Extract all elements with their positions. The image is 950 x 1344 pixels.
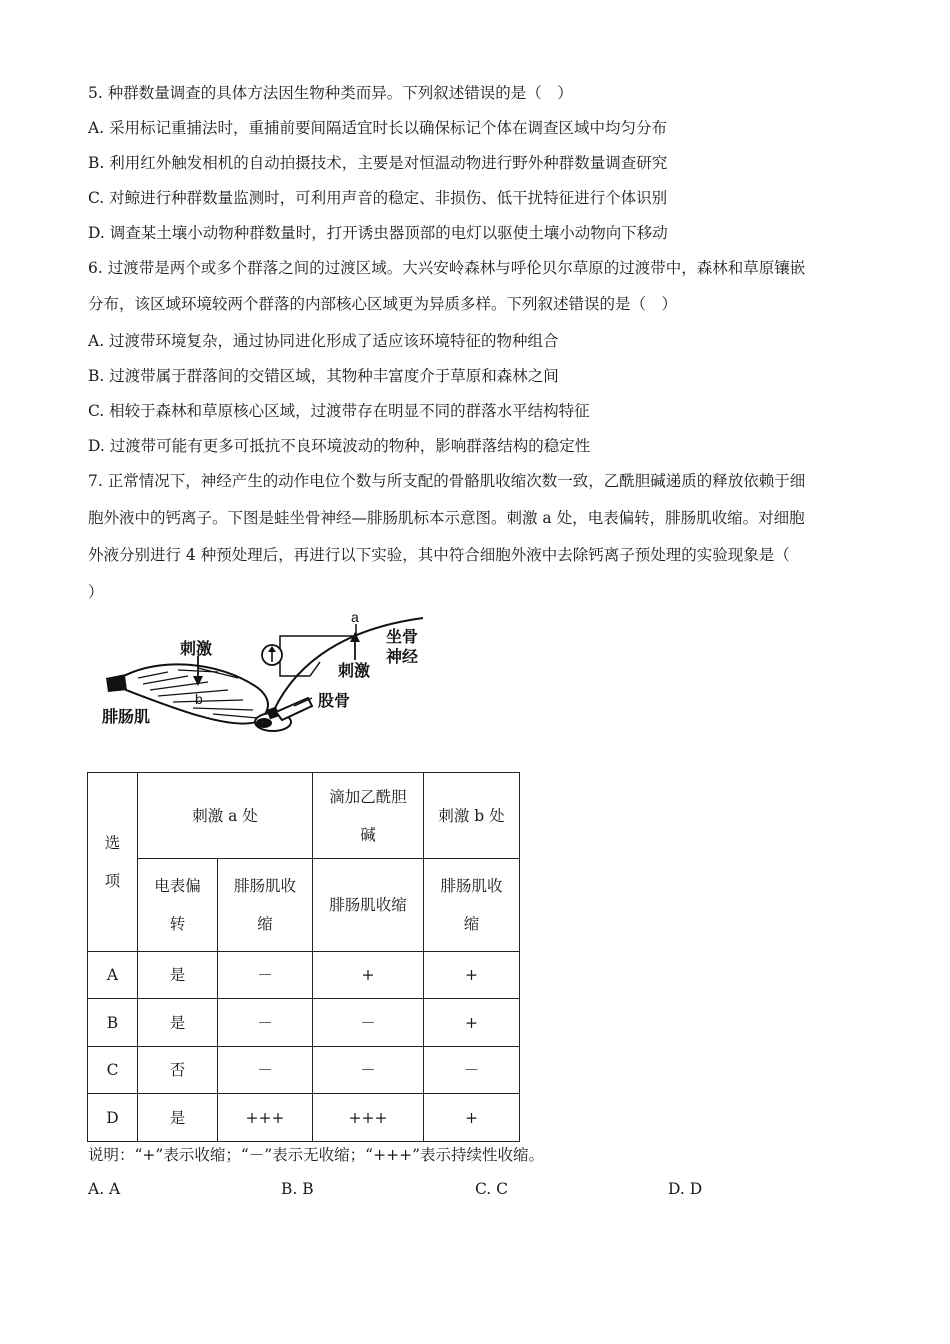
row-ach: － — [313, 999, 424, 1047]
label-stim-right: 刺激 — [338, 663, 371, 680]
q6-option-a: A. 过渡带环境复杂，通过协同进化形成了适应该环境特征的物种组合 — [88, 332, 559, 350]
row-meter: 是 — [138, 999, 218, 1047]
q5-option-a: A. 采用标记重捕法时，重捕前要间隔适宜时长以确保标记个体在调查区域中均匀分布 — [88, 119, 668, 137]
row-option: B — [88, 999, 138, 1047]
q6-stem-line-2: 分布，该区域环境较两个群落的内部核心区域更为异质多样。下列叙述错误的是（ ） — [88, 295, 678, 313]
answer-d[interactable]: D. D — [668, 1180, 703, 1198]
label-femur: 股骨 — [318, 693, 351, 710]
nerve-muscle-diagram — [98, 610, 438, 750]
q5-option-d: D. 调查某土壤小动物种群数量时，打开诱虫器顶部的电灯以驱使土壤小动物向下移动 — [88, 224, 668, 242]
q6-option-b: B. 过渡带属于群落间的交错区域，其物种丰富度介于草原和森林之间 — [88, 367, 559, 385]
row-muscle-a: － — [218, 952, 313, 999]
header-muscle-a: 腓肠肌收 缩 — [218, 859, 313, 952]
answer-a[interactable]: A. A — [88, 1180, 121, 1198]
q7-stem-line-2: 胞外液中的钙离子。下图是蛙坐骨神经—腓肠肌标本示意图。刺激 a 处，电表偏转，腓肠肌收缩。对细胞 — [88, 509, 805, 527]
row-meter: 否 — [138, 1047, 218, 1094]
q7-stem-line-4: ） — [88, 583, 104, 601]
row-option: D — [88, 1094, 138, 1142]
label-muscle: 腓肠肌 — [102, 709, 151, 726]
answer-choices — [0, 1180, 950, 1202]
label-stim-left: 刺激 — [180, 641, 213, 658]
label-nerve-1: 坐骨 — [386, 629, 419, 646]
row-option: C — [88, 1047, 138, 1094]
header-muscle-b: 腓肠肌收 缩 — [424, 859, 520, 952]
q5-option-b: B. 利用红外触发相机的自动拍摄技术，主要是对恒温动物进行野外种群数量调查研究 — [88, 154, 668, 172]
header-option: 选 项 — [88, 773, 138, 952]
q5-option-c: C. 对鲸进行种群数量监测时，可利用声音的稳定、非损伤、低干扰特征进行个体识别 — [88, 189, 668, 207]
header-stim-a: 刺激 a 处 — [138, 773, 313, 859]
answer-b[interactable]: B. B — [281, 1180, 314, 1198]
row-meter: 是 — [138, 952, 218, 999]
header-stim-b: 刺激 b 处 — [424, 773, 520, 859]
label-a: a — [351, 610, 359, 625]
row-ach: + — [313, 952, 424, 999]
row-muscle-a: +++ — [218, 1094, 313, 1142]
row-muscle-a: － — [218, 999, 313, 1047]
q7-stem-line-3: 外液分别进行 4 种预处理后，再进行以下实验，其中符合细胞外液中去除钙离子预处理的实验现象是（ — [88, 546, 790, 564]
row-stim-b: + — [424, 999, 520, 1047]
q5-stem: 5. 种群数量调查的具体方法因生物种类而异。下列叙述错误的是（ ） — [88, 84, 573, 102]
femur — [276, 698, 312, 720]
q7-stem-line-1: 7. 正常情况下，神经产生的动作电位个数与所支配的骨骼肌收缩次数一致，乙酰胆碱递质的释放依赖于细 — [88, 472, 806, 490]
q6-option-c: C. 相较于森林和草原核心区域，过渡带存在明显不同的群落水平结构特征 — [88, 402, 590, 420]
row-stim-b: + — [424, 1094, 520, 1142]
row-muscle-a: － — [218, 1047, 313, 1094]
row-stim-b: + — [424, 952, 520, 999]
table-row — [88, 1094, 520, 1142]
label-nerve-2: 神经 — [386, 649, 419, 666]
table-row — [88, 999, 520, 1047]
q6-option-d: D. 过渡带可能有更多可抵抗不良环境波动的物种，影响群落结构的稳定性 — [88, 437, 591, 455]
table-row — [88, 952, 520, 999]
answer-c[interactable]: C. C — [475, 1180, 509, 1198]
label-b: b — [195, 691, 203, 707]
row-stim-b: － — [424, 1047, 520, 1094]
options-table — [87, 772, 520, 1142]
q6-stem-line-1: 6. 过渡带是两个或多个群落之间的过渡区域。大兴安岭森林与呼伦贝尔草原的过渡带中，森林和草原镶嵌 — [88, 259, 806, 277]
header-meter: 电表偏 转 — [138, 859, 218, 952]
row-ach: － — [313, 1047, 424, 1094]
row-meter: 是 — [138, 1094, 218, 1142]
header-ach: 滴加乙酰胆 碱 — [313, 773, 424, 859]
table-row — [88, 1047, 520, 1094]
header-muscle-ach: 腓肠肌收缩 — [313, 859, 424, 952]
row-ach: +++ — [313, 1094, 424, 1142]
table-note: 说明：“+”表示收缩；“－”表示无收缩；“+++”表示持续性收缩。 — [88, 1146, 544, 1164]
row-option: A — [88, 952, 138, 999]
